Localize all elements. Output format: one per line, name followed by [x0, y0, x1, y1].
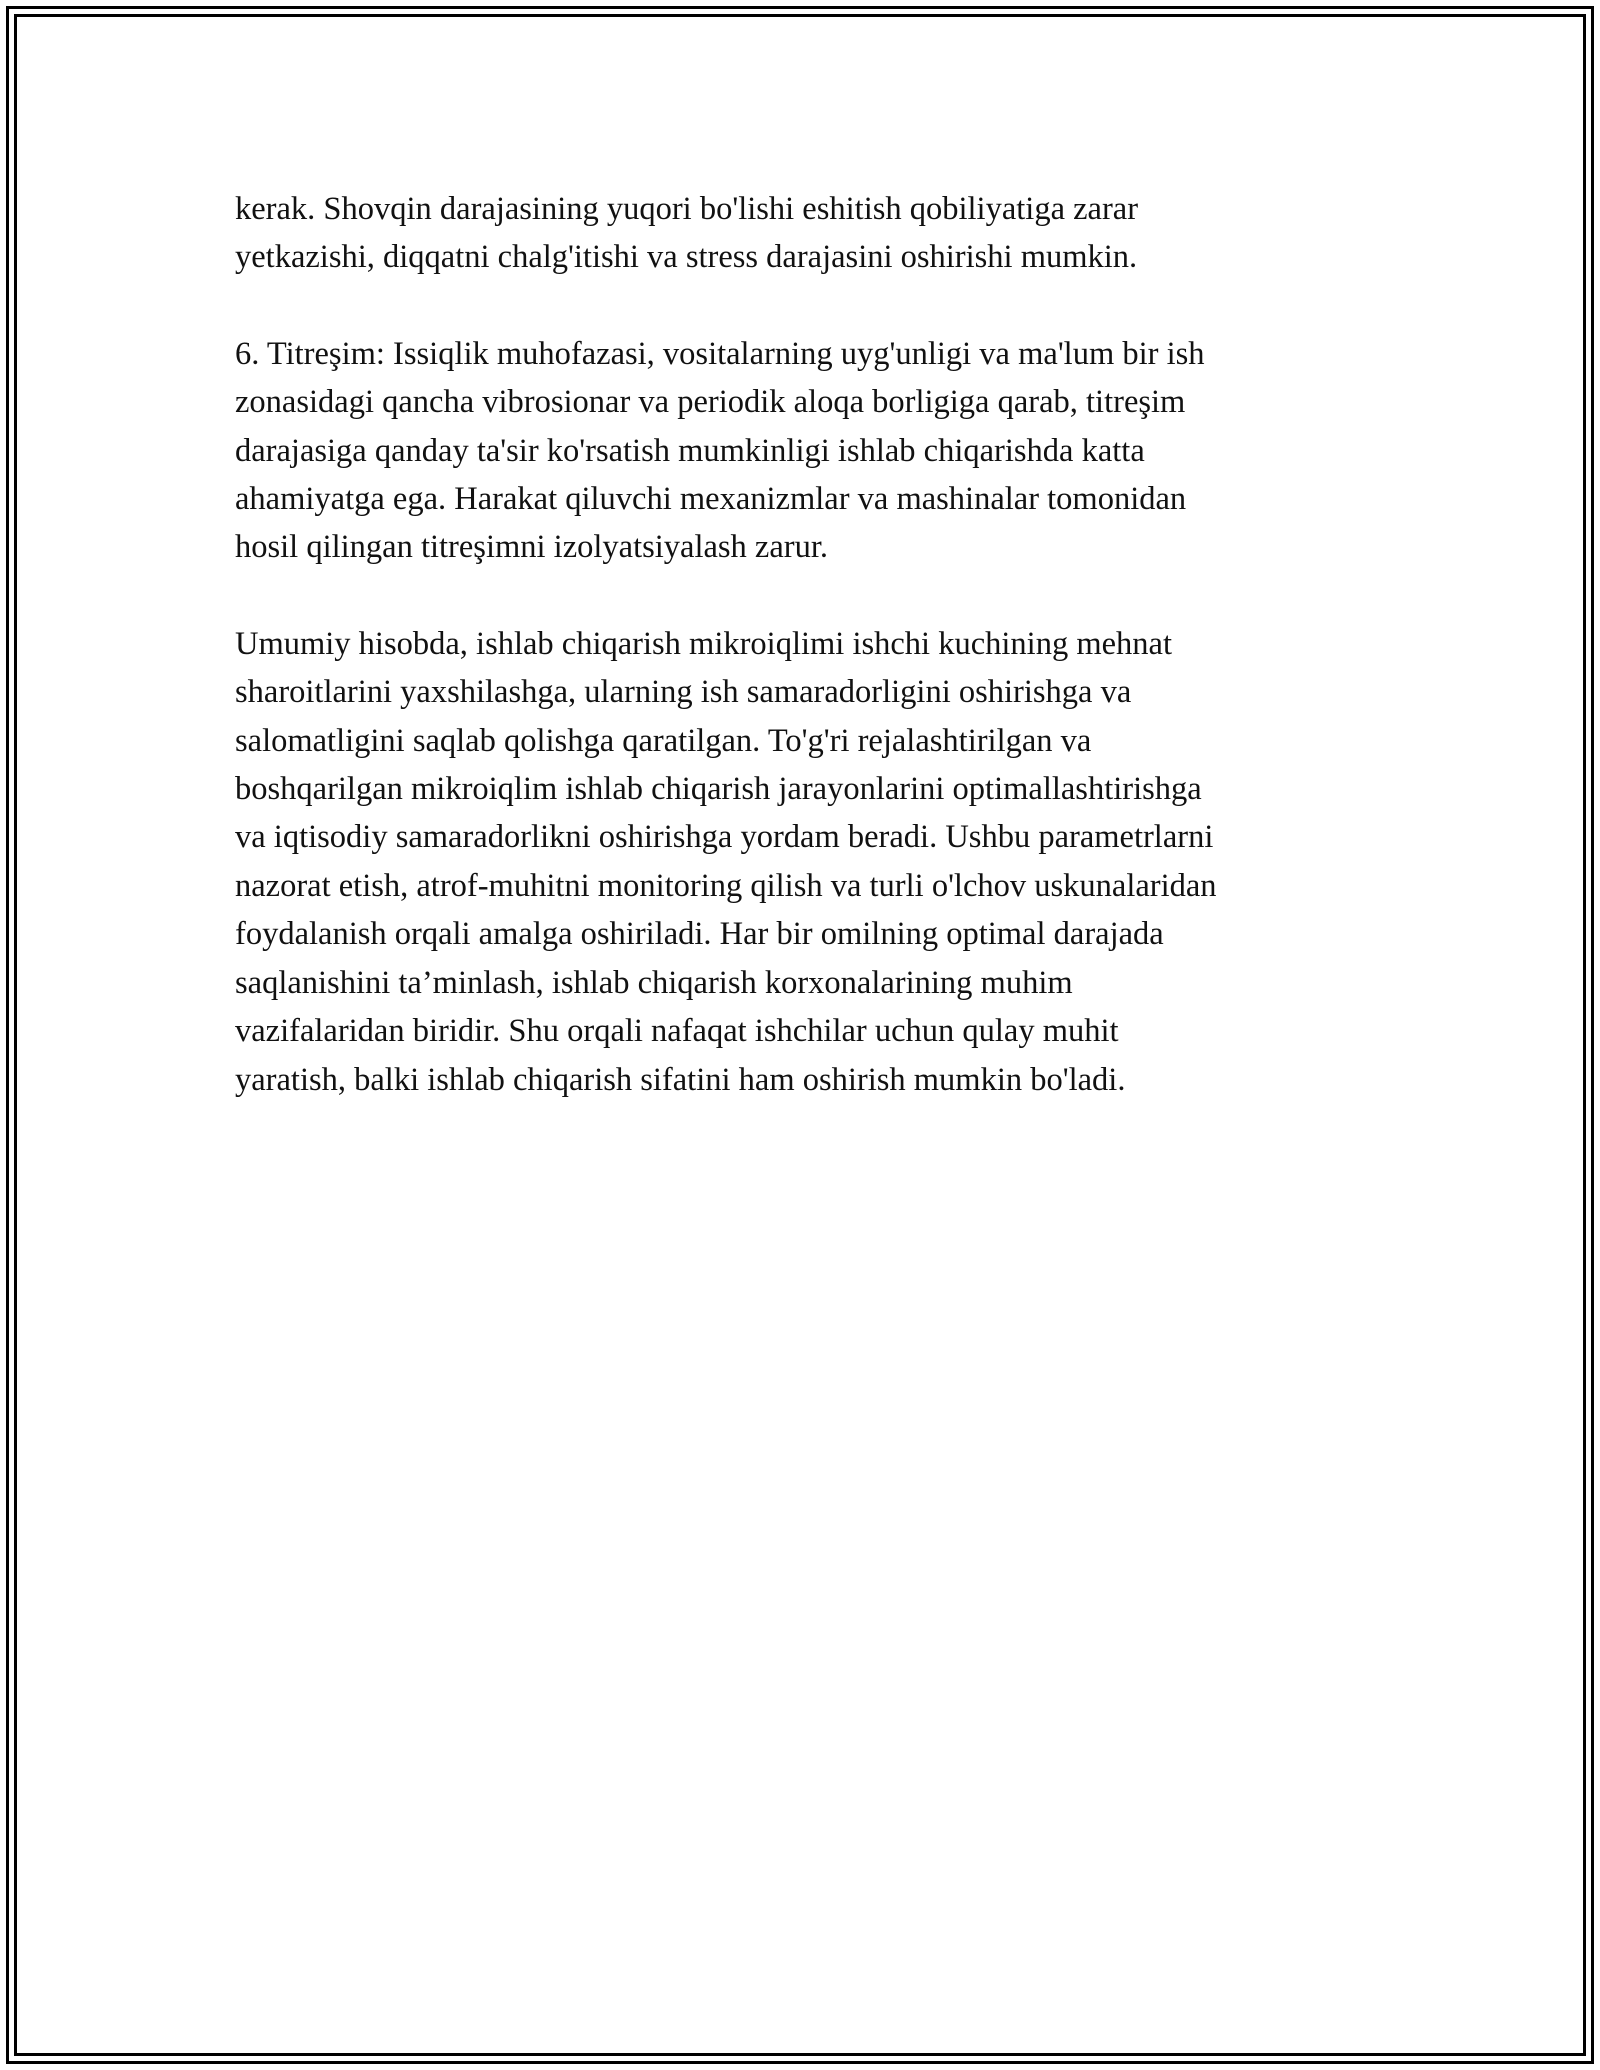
- text-line: yetkazishi, diqqatni chalg'itishi va stress darajasini oshirishi mumkin.: [235, 239, 1138, 276]
- text-line: foydalanish orqali amalga oshiriladi. Har bir omilning optimal darajada: [235, 916, 1164, 953]
- text-line: vazifalaridan biridir. Shu orqali nafaqat ishchilar uchun qulay muhit: [235, 1013, 1119, 1050]
- document-body: [235, 185, 1365, 1152]
- text-line: darajasiga qanday ta'sir ko'rsatish mumkinligi ishlab chiqarishda katta: [235, 432, 1145, 469]
- text-line: Umumiy hisobda, ishlab chiqarish mikroiqlimi ishchi kuchining mehnat: [235, 625, 1172, 662]
- text-line: 6. Titreşim: Issiqlik muhofazasi, vositalarning uyg'unligi va ma'lum bir ish: [235, 335, 1205, 372]
- text-line: va iqtisodiy samaradorlikni oshirishga yordam beradi. Ushbu parametrlarni: [235, 819, 1214, 856]
- paragraph-vibration: [235, 330, 1365, 572]
- text-line: salomatligini saqlab qolishga qaratilgan. To'g'ri rejalashtirilgan va: [235, 722, 1092, 759]
- text-line: kerak. Shovqin darajasining yuqori bo'lishi eshitish qobiliyatiga zarar: [235, 191, 1139, 227]
- text-line: yaratish, balki ishlab chiqarish sifatini ham oshirish mumkin bo'ladi.: [235, 1061, 1126, 1098]
- text-line: hosil qilingan titreşimni izolyatsiyalash zarur.: [235, 529, 829, 566]
- text-line: saqlanishini ta’minlash, ishlab chiqarish korxonalarining muhim: [235, 964, 1073, 1001]
- text-line: zonasidagi qancha vibrosionar va periodik aloqa borligiga qarab, titreşim: [235, 384, 1186, 421]
- text-line: boshqarilgan mikroiqlim ishlab chiqarish jarayonlarini optimallashtirishga: [235, 771, 1202, 808]
- text-line: ahamiyatga ega. Harakat qiluvchi mexanizmlar va mashinalar tomonidan: [235, 481, 1187, 518]
- text-line: sharoitlarini yaxshilashga, ularning ish samaradorligini oshirishga va: [235, 674, 1132, 711]
- paragraph-noise-conclusion: [235, 185, 1365, 282]
- text-line: nazorat etish, atrof-muhitni monitoring qilish va turli o'lchov uskunalaridan: [235, 867, 1217, 904]
- paragraph-summary: [235, 620, 1365, 1104]
